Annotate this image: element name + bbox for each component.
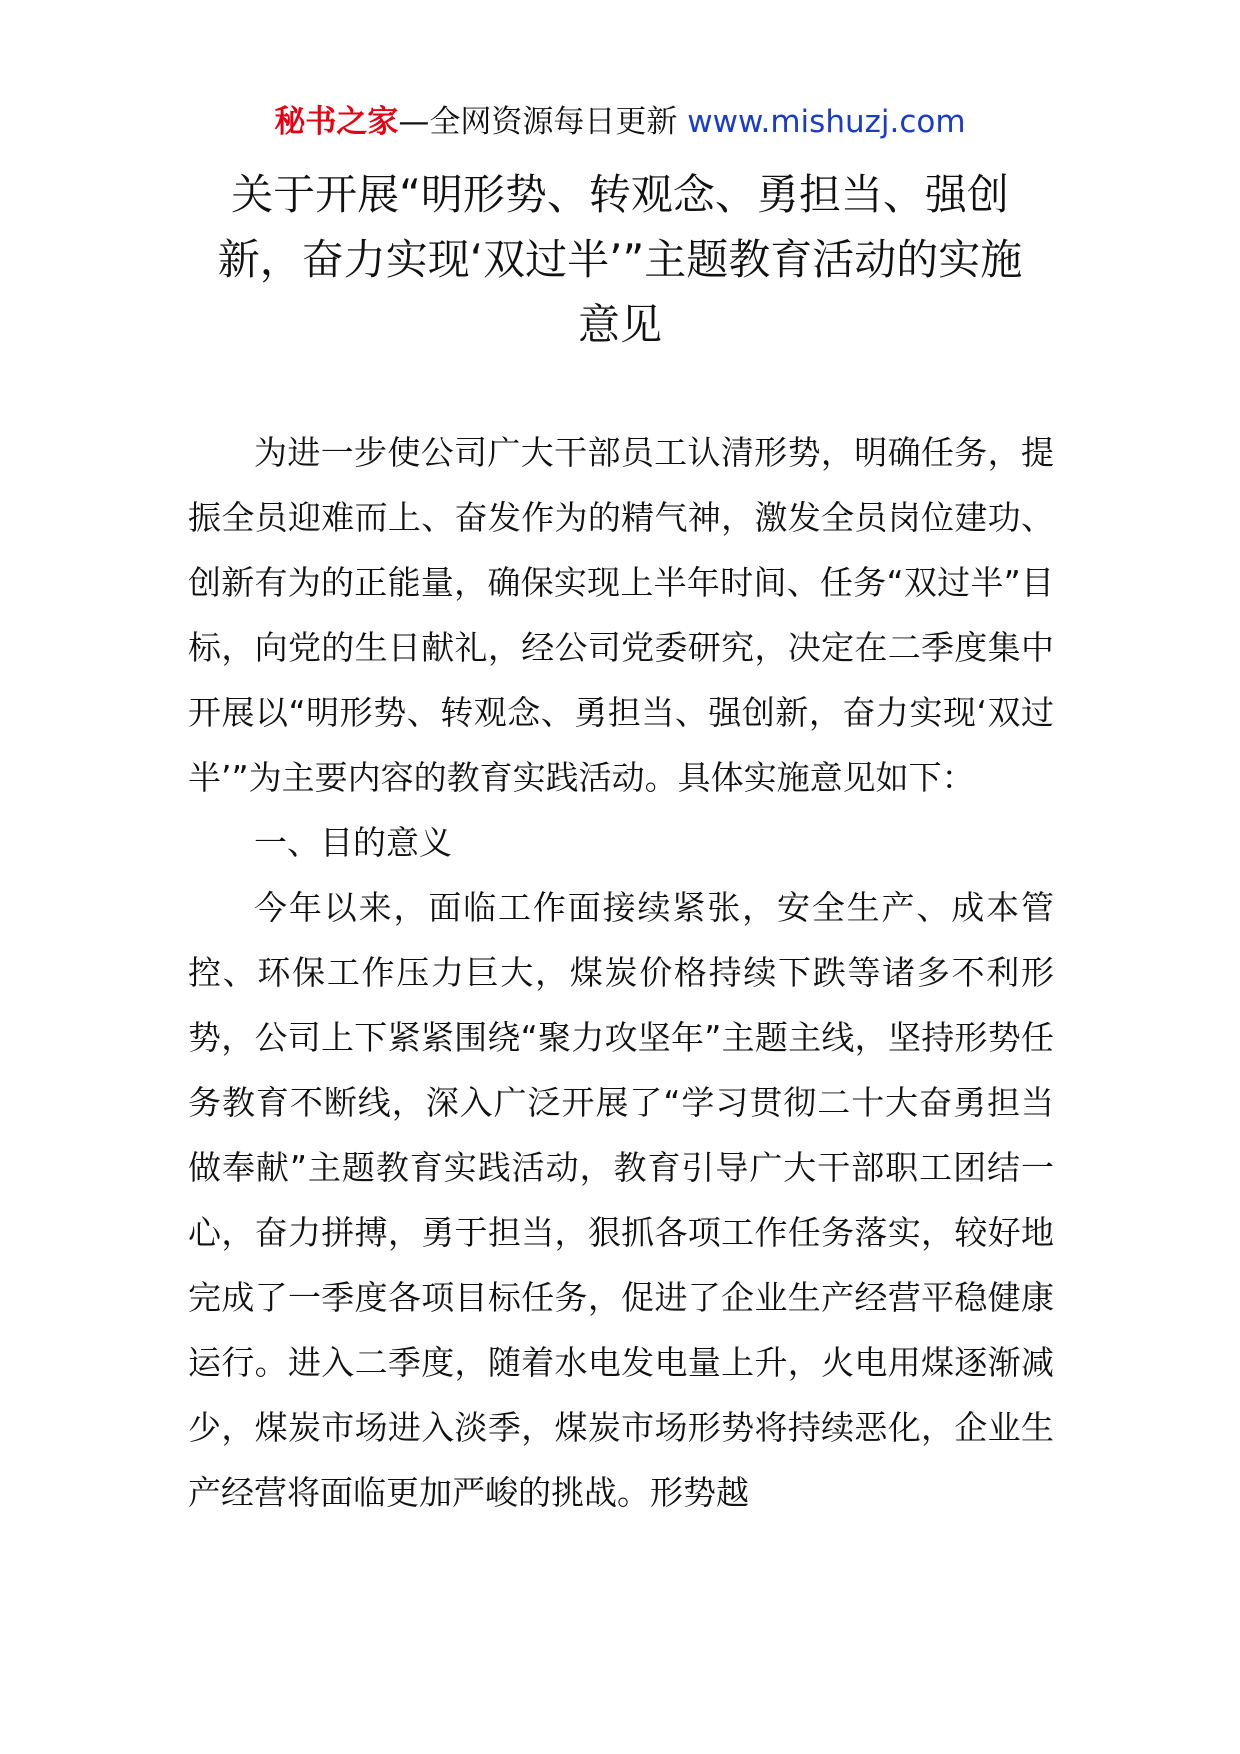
- document-body: [188, 420, 1054, 1525]
- document-title: 关于开展“明形势、转观念、勇担当、强创新，奋力实现‘双过半’”主题教育活动的实施意见: [217, 170, 1023, 349]
- section-heading-purpose: 一、目的意义: [254, 823, 452, 862]
- site-header: [0, 100, 1240, 144]
- brand-name: 秘书之家: [274, 104, 399, 140]
- section-paragraph: 今年以来，面临工作面接续紧张，安全生产、成本管控、环保工作压力巨大，煤炭价格持续下跌等诸多不利形势，公司上下紧紧围绕“聚力攻坚年”主题主线，坚持形势任务教育不断线，深入广泛开展了“学习贯彻二十大奋勇担当做奉献”主题教育实践活动，教育引导广大干部职工团结一心，奋力拼搏，勇于担当，狠抓各项工作任务落实，较好地完成了一季度各项目标任务，促进了企业生产经营平稳健康运行。进入二季度，随着水电发电量上升，火电用煤逐渐减少，煤炭市场进入淡季，煤炭市场形势将持续恶化，企业生产经营将面临更加严峻的挑战。形势越: [188, 888, 1054, 1512]
- header-tagline: —全网资源每日更新: [398, 104, 678, 140]
- intro-paragraph: 为进一步使公司广大干部员工认清形势，明确任务，提振全员迎难而上、奋发作为的精气神，激发全员岗位建功、创新有为的正能量，确保实现上半年时间、任务“双过半”目标，向党的生日献礼，经公司党委研究，决定在二季度集中开展以“明形势、转观念、勇担当、强创新，奋力实现‘双过半’”为主要内容的教育实践活动。具体实施意见如下：: [188, 433, 1054, 797]
- website-link[interactable]: www.mishuzj.com: [687, 104, 966, 140]
